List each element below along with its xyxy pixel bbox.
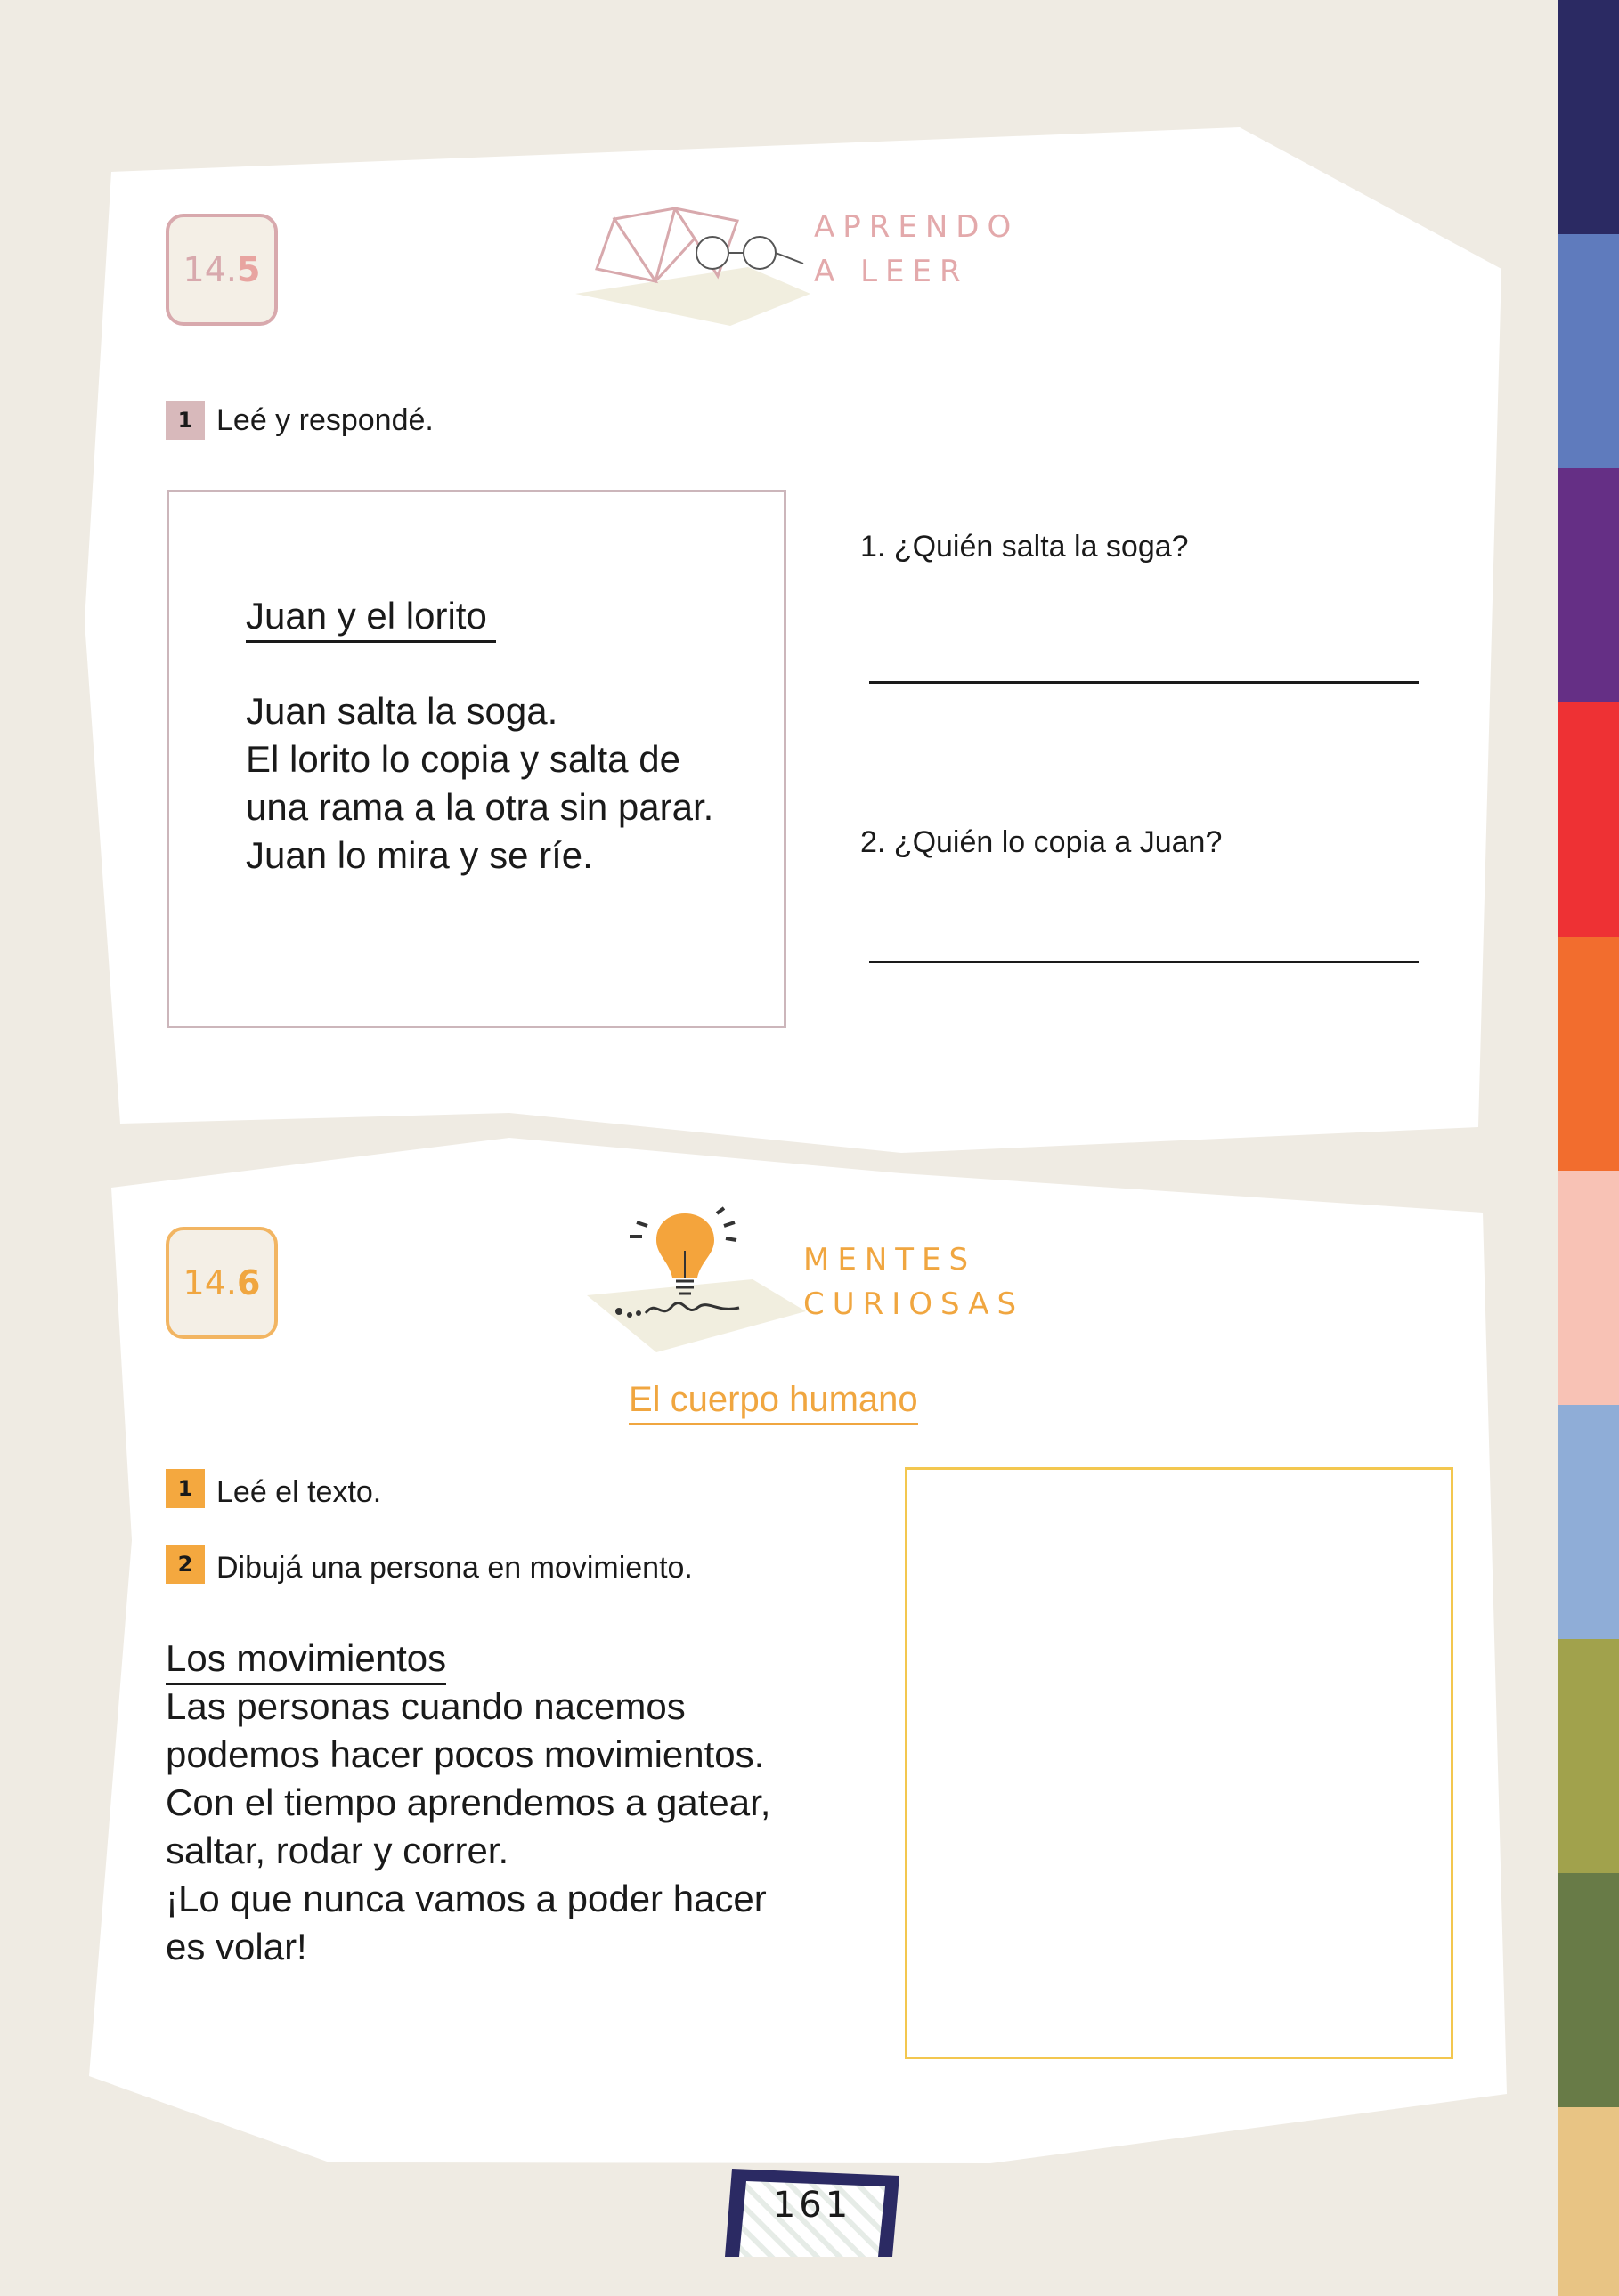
color-tab [1558, 1873, 1619, 2107]
instruction-number-chip [166, 1469, 205, 1508]
open-book-with-glasses-icon [570, 194, 828, 337]
header-title-line: A LEER [814, 254, 969, 289]
color-tab [1558, 1171, 1619, 1405]
color-tab [1558, 1405, 1619, 1639]
section1-header-title [814, 205, 1019, 294]
story-title: Juan y el lorito [246, 592, 496, 643]
reading-text-title: Los movimientos [166, 1635, 446, 1685]
header-title-line: APRENDO [814, 209, 1020, 245]
activity-badge-14-5 [166, 214, 278, 326]
color-tab [1558, 1639, 1619, 1873]
story-line: una rama a la otra sin parar. [246, 786, 714, 828]
reading-text-line: Con el tiempo aprendemos a gatear, [166, 1781, 771, 1823]
badge-number: 6 [236, 1263, 261, 1302]
story-line: El lorito lo copia y salta de [246, 738, 680, 780]
instruction-number: 1 [177, 1476, 193, 1501]
instruction-number-chip [166, 401, 205, 440]
section2-header-title [803, 1237, 1024, 1326]
reading-text-line: Las personas cuando nacemos [166, 1685, 686, 1727]
instruction-text: Dibujá una persona en movimiento. [216, 1551, 693, 1585]
color-tab [1558, 937, 1619, 1171]
instruction-number-chip [166, 1545, 205, 1584]
instruction-text: Leé el texto. [216, 1475, 382, 1509]
color-tab [1558, 702, 1619, 937]
answer-line-2[interactable] [869, 961, 1419, 963]
instruction-number: 2 [177, 1552, 193, 1577]
reading-text-line: ¡Lo que nunca vamos a poder hacer [166, 1878, 767, 1919]
lightbulb-icon [583, 1206, 815, 1358]
badge-number: 5 [236, 250, 261, 289]
story-line: Juan lo mira y se ríe. [246, 834, 593, 876]
drawing-box[interactable] [905, 1467, 1453, 2059]
color-tab [1558, 468, 1619, 702]
story-line: Juan salta la soga. [246, 690, 558, 732]
reading-text-line: podemos hacer pocos movimientos. [166, 1733, 765, 1775]
question-1: 1. ¿Quién salta la soga? [860, 530, 1189, 564]
page-number: 161 [772, 2185, 852, 2226]
color-tab [1558, 234, 1619, 468]
color-tabs [1558, 0, 1619, 2257]
header-title-line: MENTES [803, 1242, 977, 1278]
instruction-number: 1 [177, 408, 193, 433]
instruction-text: Leé y respondé. [216, 403, 434, 437]
activity-badge-14-6 [166, 1227, 278, 1339]
section2-subtitle: El cuerpo humano [629, 1376, 918, 1425]
badge-prefix: 14. [183, 1263, 237, 1302]
badge-prefix: 14. [183, 250, 237, 289]
reading-text-line: es volar! [166, 1926, 307, 1967]
reading-text-line: saltar, rodar y correr. [166, 1829, 509, 1871]
header-title-line: CURIOSAS [803, 1286, 1025, 1322]
color-tab [1558, 0, 1619, 234]
answer-line-1[interactable] [869, 681, 1419, 684]
color-tab [1558, 2107, 1619, 2296]
question-2: 2. ¿Quién lo copia a Juan? [860, 825, 1223, 859]
